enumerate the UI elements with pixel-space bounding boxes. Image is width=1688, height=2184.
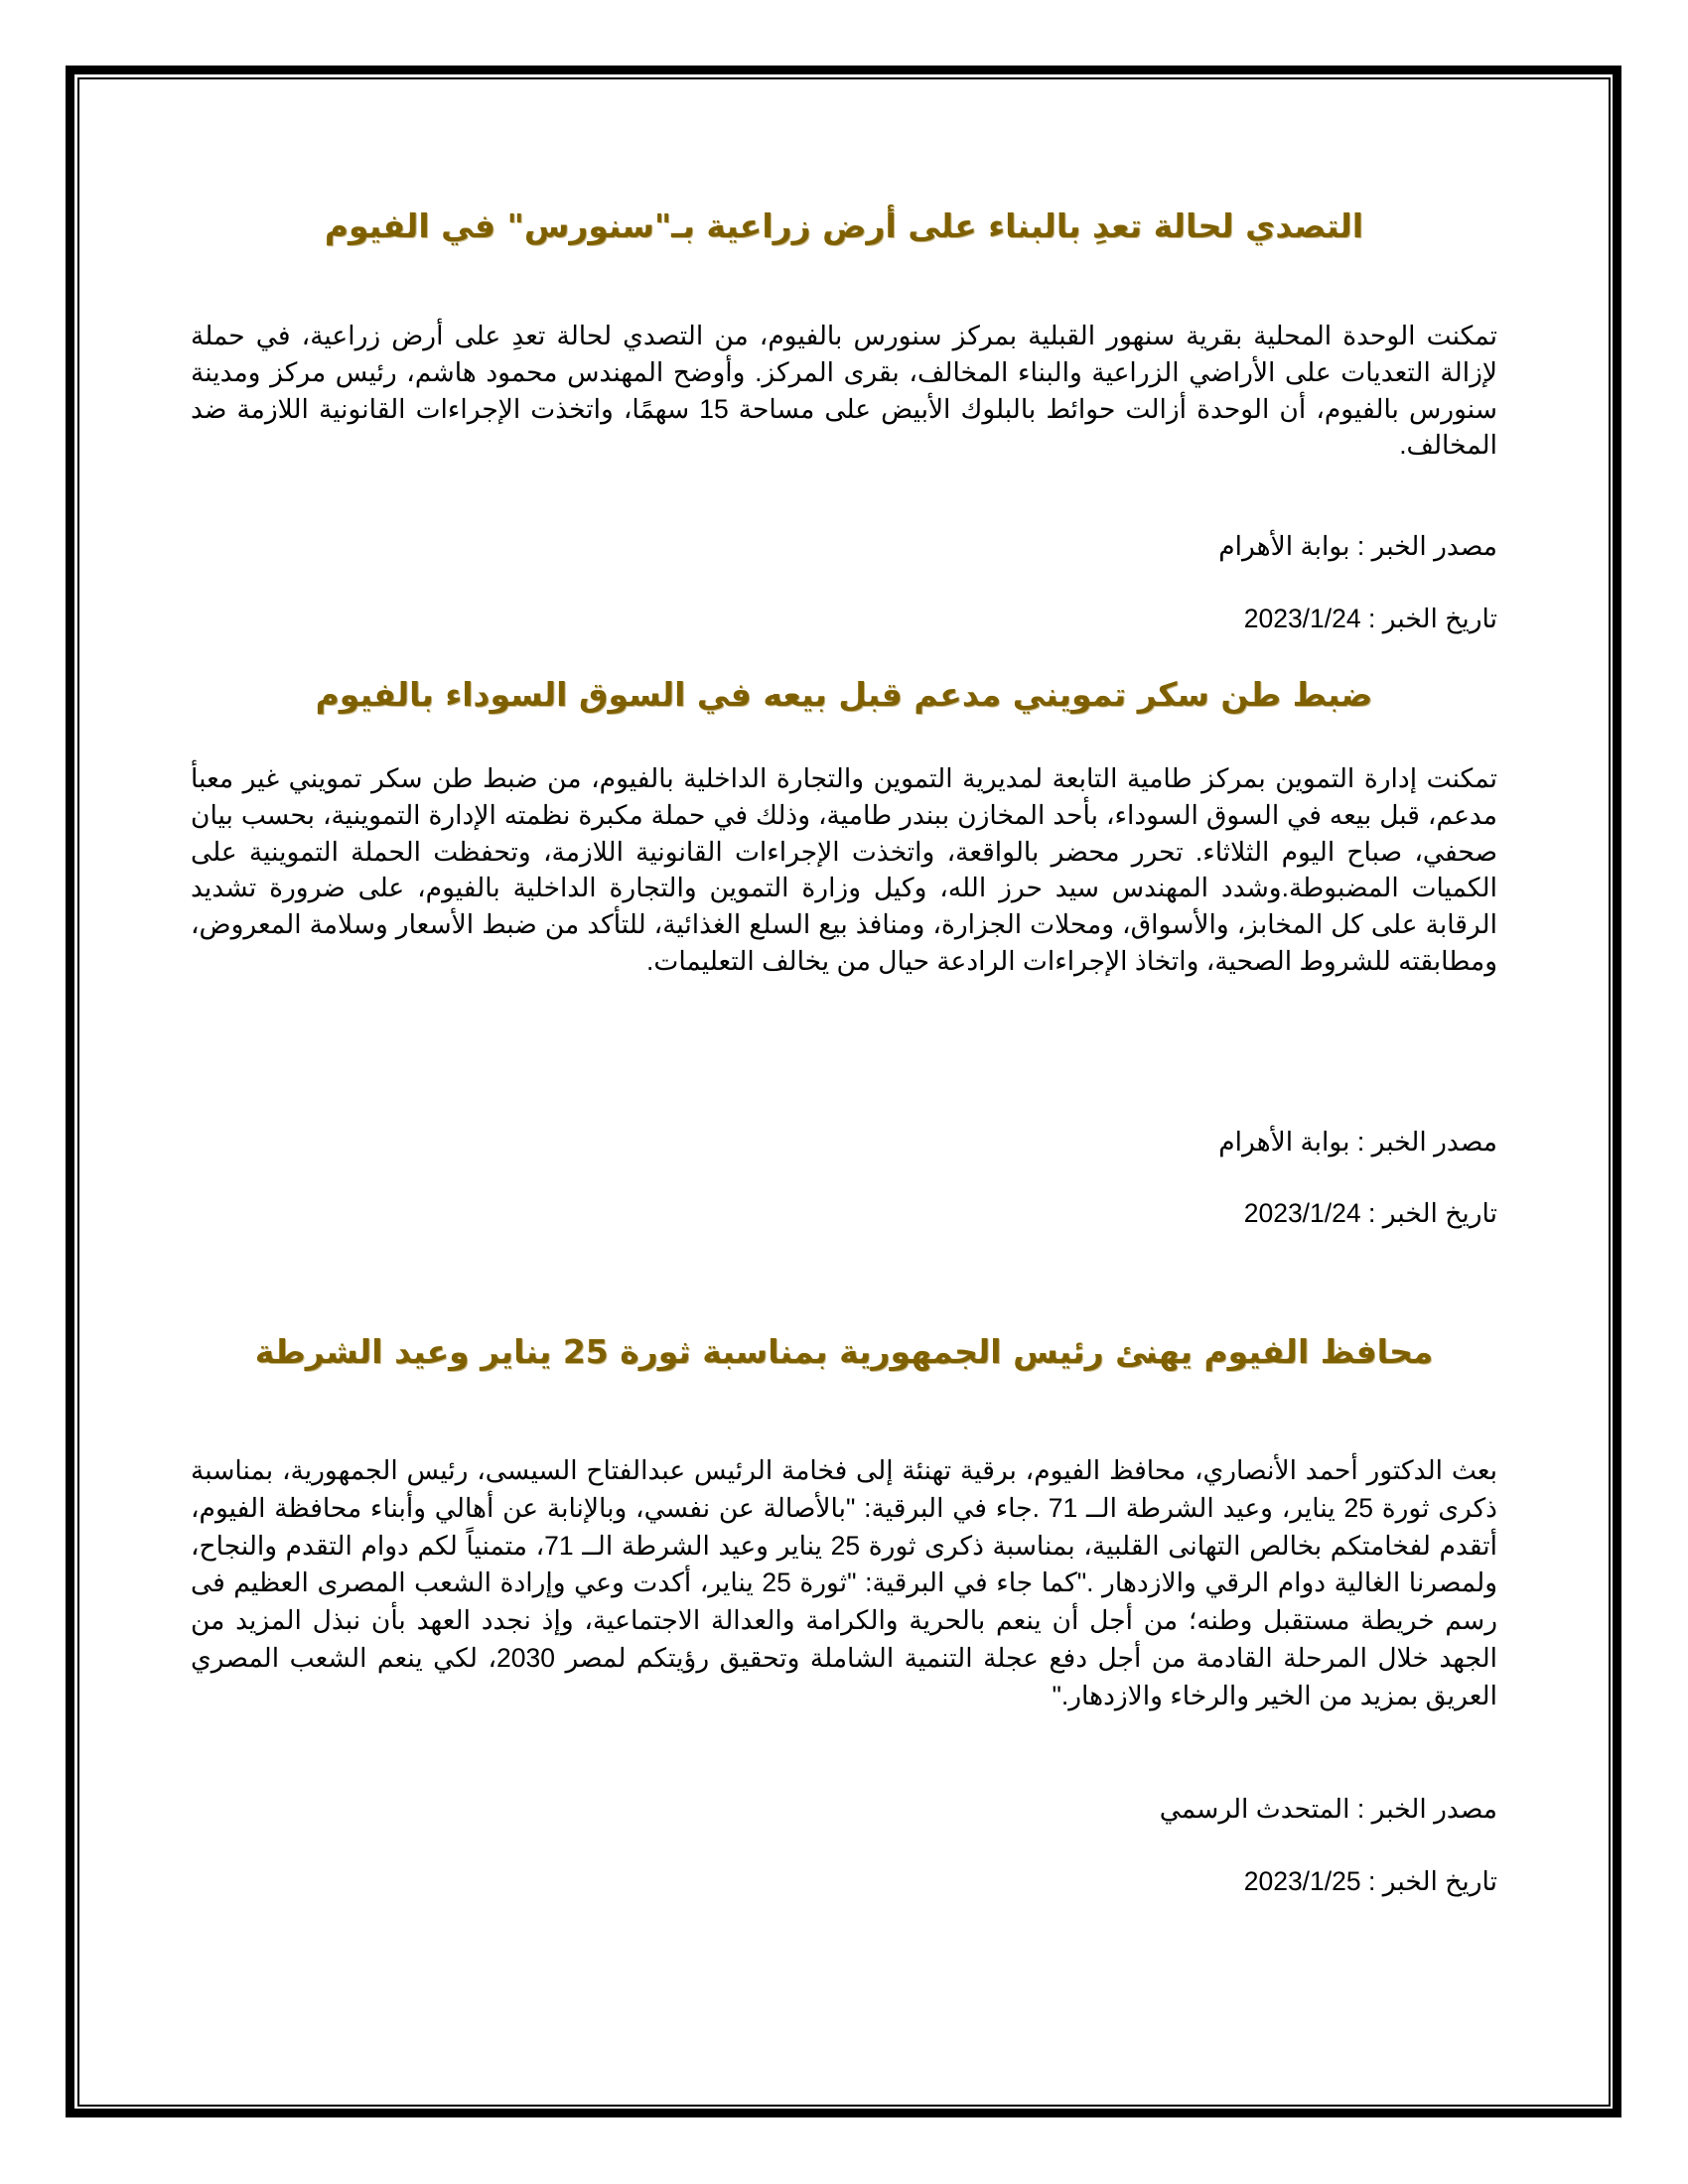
- article-date: [191, 601, 1497, 636]
- source-value: بوابة الأهرام: [1218, 1127, 1350, 1157]
- date-value: 2023/1/24: [1243, 1198, 1361, 1228]
- source-label: مصدر الخبر :: [1356, 1127, 1497, 1157]
- article-source: [191, 1124, 1497, 1160]
- date-label: تاريخ الخبر :: [1368, 604, 1497, 633]
- date-value: 2023/1/25: [1243, 1866, 1361, 1896]
- article-title: محافظ الفيوم يهنئ رئيس الجمهورية بمناسبة ثورة 25 يناير وعيد الشرطة: [254, 1332, 1434, 1371]
- article-date: [191, 1863, 1497, 1899]
- article-body: بعث الدكتور أحمد الأنصاري، محافظ الفيوم، برقية تهنئة إلى فخامة الرئيس عبدالفتاح السيسى، رئيس الجمهورية، بمناسبة ذكرى ثورة 25 يناير، وعيد الشرطة الــ 71 .جاء في البرقية: "بالأصالة عن نفسي، وبالإنابة عن أهالي وأبناء محافظة الفيوم، أتقدم لفخامتكم بخالص التهانى القلبية، بمناسبة ذكرى ثورة 25 يناير وعيد الشرطة الــ 71، متمنياً لكم دوام التقدم والنجاح، ولمصرنا الغالية دوام الرقي والازدهار ."كما جاء في البرقية: "ثورة 25 يناير، أكدت وعي وإرادة الشعب المصرى العظيم فى رسم خريطة مستقبل وطنه؛ من أجل أن ينعم بالحرية والكرامة والعدالة الاجتماعية، وإذ نجدد العهد بأن نبذل المزيد من الجهد خلال المرحلة القادمة من أجل دفع عجلة التنمية الشاملة وتحقيق رؤيتكم لمصر 2030، لكي ينعم الشعب المصري العريق بمزيد من الخير والرخاء والازدهار.": [191, 1455, 1498, 1710]
- article-source: [191, 1791, 1497, 1827]
- date-value: 2023/1/24: [1243, 604, 1361, 633]
- article-title: التصدي لحالة تعدِ بالبناء على أرض زراعية بـ"سنورس" في الفيوم: [324, 206, 1364, 245]
- source-label: مصدر الخبر :: [1356, 531, 1497, 561]
- date-label: تاريخ الخبر :: [1368, 1866, 1497, 1896]
- source-value: بوابة الأهرام: [1218, 531, 1350, 561]
- article-title: ضبط طن سكر تمويني مدعم قبل بيعه في السوق السوداء بالفيوم: [315, 675, 1373, 714]
- source-label: مصدر الخبر :: [1356, 1794, 1497, 1824]
- article-body: تمكنت إدارة التموين بمركز طامية التابعة لمديرية التموين والتجارة الداخلية بالفيوم، من ضبط طن سكر تمويني غير معبأ مدعم، قبل بيعه في السوق السوداء، بأحد المخازن ببندر طامية، وذلك في حملة مكبرة نظمته الإدارة التموينية، بحسب بيان صحفي، صباح اليوم الثلاثاء. تحرر محضر بالواقعة، واتخذت الإجراءات القانونية اللازمة، وتحفظت الحملة التموينية على الكميات المضبوطة.وشدد المهندس سيد حرز الله، وكيل وزارة التموين والتجارة الداخلية بالفيوم، على ضرورة تشديد الرقابة على كل المخابز، والأسواق، ومحلات الجزارة، ومنافذ بيع السلع الغذائية، للتأكد من ضبط الأسعار وسلامة المعروض، ومطابقته للشروط الصحية، واتخاذ الإجراءات الرادعة حيال من يخالف التعليمات.: [191, 763, 1497, 976]
- article-date: [191, 1195, 1497, 1231]
- article-body: تمكنت الوحدة المحلية بقرية سنهور القبلية بمركز سنورس بالفيوم، من التصدي لحالة تعدِ على أرض زراعية، في حملة لإزالة التعديات على الأراضي الزراعية والبناء المخالف، بقرى المركز. وأوضح المهندس محمود هاشم، رئيس مركز ومدينة سنورس بالفيوم، أن الوحدة أزالت حوائط بالبلوك الأبيض على مساحة 15 سهمًا، واتخذت الإجراءات القانونية اللازمة ضد المخالف.: [191, 321, 1497, 461]
- article-source: [191, 528, 1497, 564]
- source-value: المتحدث الرسمي: [1159, 1794, 1350, 1824]
- date-label: تاريخ الخبر :: [1368, 1198, 1497, 1228]
